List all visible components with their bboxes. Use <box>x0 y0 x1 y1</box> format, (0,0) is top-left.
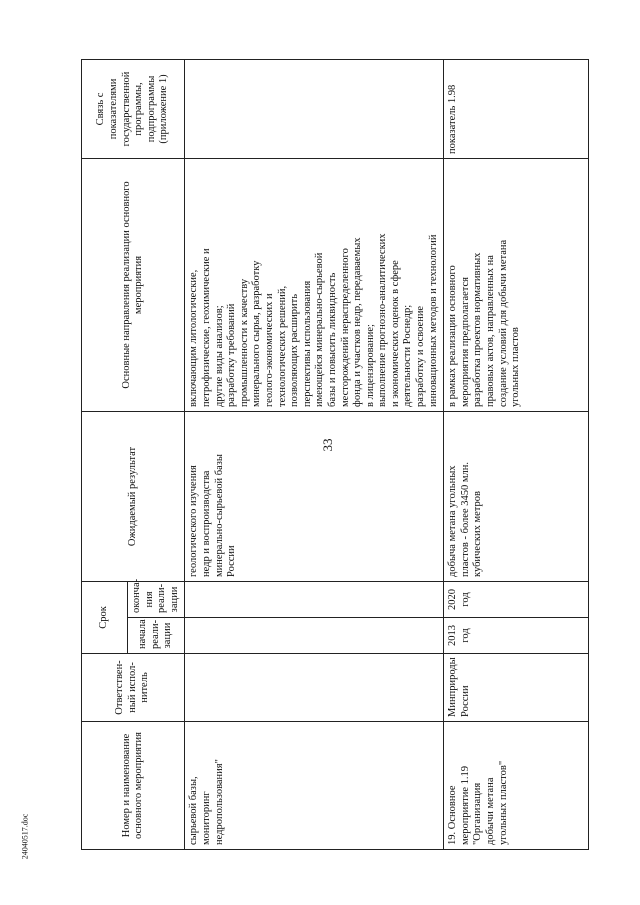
cell-link: показатель 1.98 <box>444 59 589 158</box>
rotated-table-area <box>81 60 571 850</box>
header-number-name: Номер и наименование основного мероприятия <box>82 722 185 850</box>
header-directions: Основные направления реализации основного мероприятия <box>82 158 185 411</box>
cell-result: добыча метана угольных пластов - более 3450 млн. кубических метров <box>444 411 589 581</box>
cell-link <box>185 59 444 158</box>
header-link: Связь с показателями государственной программы, подпрограммы (приложение 1) <box>82 59 185 158</box>
footer-filename: 24040517.doc <box>20 813 30 860</box>
cell-responsible <box>185 654 444 722</box>
cell-start <box>185 618 444 654</box>
header-end: оконча-ния реали-зации <box>128 581 185 617</box>
cell-directions: включающим литологические, петрофизические, геохимические и другие виды анализов; разработку требований промышленности к качеству минерального сырья, разработку геолого-экономических и технологических решений, позволяющих расширить перспективы использования имеющейся минерально-сырьевой базы и повысить ликвидность месторождений нераспределенного фонда и участков недр, передаваемых в лицензирование; выполнение прогнозно-аналитических и экономических оценок в сфере деятельности Роснедр; разработку и освоение инновационных методов и технологий <box>185 158 444 411</box>
header-result: Ожидаемый результат <box>82 411 185 581</box>
page-number: 33 <box>320 438 335 452</box>
cell-directions: в рамках реализации основного мероприятия предполагается разработка проектов нормативных правовых актов, направленных на создание условий для добычи метана угольных пластов <box>444 158 589 411</box>
header-start: начала реали-зации <box>128 618 185 654</box>
table-row <box>444 59 589 849</box>
cell-result: геологического изучения недр и воспроизводства минерально-сырьевой базы России <box>185 411 444 581</box>
cell-number-name: 19. Основное мероприятие 1.19 "Организация добычи метана угольных пластов" <box>444 722 589 850</box>
header-term: Срок <box>82 581 128 653</box>
header-responsible: Ответствен-ный испол-нитель <box>82 654 185 722</box>
activities-table <box>81 59 589 850</box>
cell-end: 2020 год <box>444 581 589 617</box>
cell-end <box>185 581 444 617</box>
table-row <box>185 59 444 849</box>
cell-responsible: Минприроды России <box>444 654 589 722</box>
cell-start: 2013 год <box>444 618 589 654</box>
cell-number-name: сырьевой базы, мониторинг недропользования" <box>185 722 444 850</box>
